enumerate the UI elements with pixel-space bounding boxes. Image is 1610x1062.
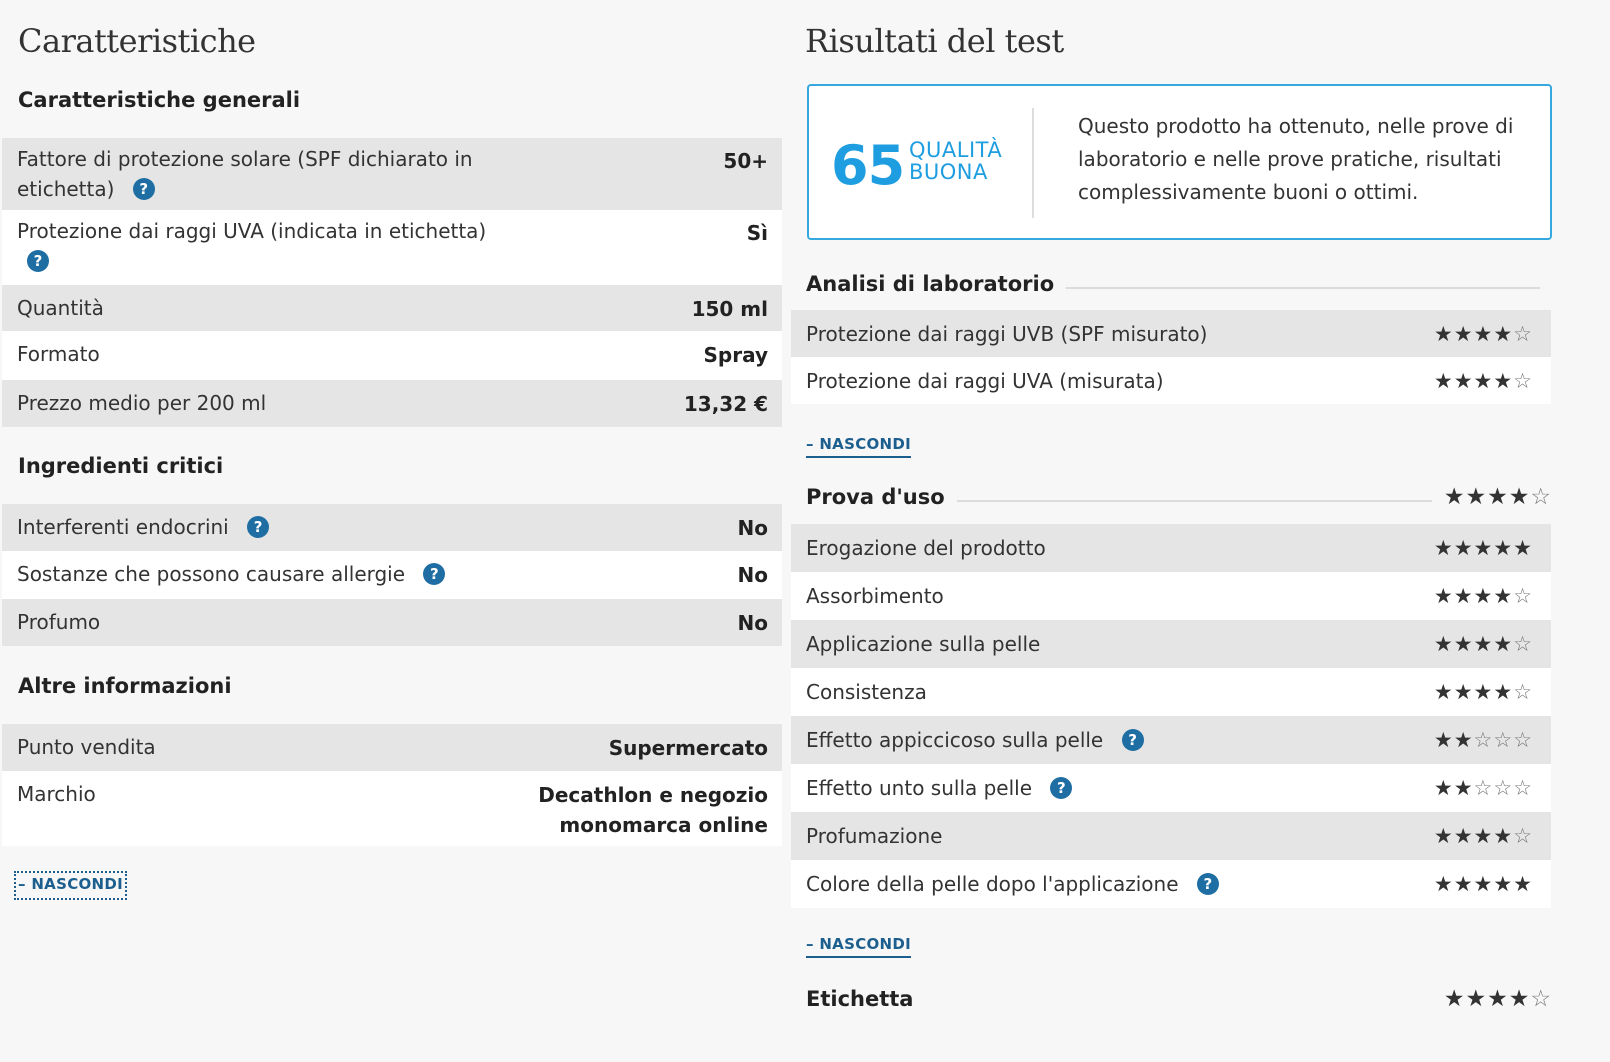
star-empty-icon: ☆ <box>1530 986 1552 1012</box>
row-label <box>17 504 269 550</box>
table-row <box>2 380 782 427</box>
star-empty-icon: ☆ <box>1513 632 1533 656</box>
star-filled-icon: ★ <box>1453 872 1474 896</box>
star-filled-icon: ★ <box>1433 776 1454 800</box>
star-empty-icon: ☆ <box>1530 484 1552 510</box>
table-row <box>791 310 1551 357</box>
star-filled-icon: ★ <box>1473 368 1494 393</box>
perfume-value: No <box>737 611 768 635</box>
uva-declared-label: Protezione dai raggi UVA (indicata in etichetta) <box>17 219 487 243</box>
brand-label: Marchio <box>17 782 96 806</box>
star-filled-icon: ★ <box>1433 536 1454 560</box>
use-test-title: Prova d'uso <box>806 485 945 509</box>
star-rating <box>1434 322 1533 346</box>
overall-result-box <box>807 84 1552 240</box>
star-empty-icon: ☆ <box>1513 584 1533 608</box>
hide-characteristics-link[interactable]: – NASCONDI <box>18 875 123 896</box>
table-row <box>2 138 782 210</box>
spf-declared-label: Fattore di protezione solare (SPF dichiarato in etichetta) <box>17 147 473 201</box>
other-section-title: Altre informazioni <box>18 674 232 698</box>
star-filled-icon: ★ <box>1473 872 1494 896</box>
label-section-rating <box>1444 986 1552 1012</box>
star-filled-icon: ★ <box>1453 536 1474 560</box>
star-empty-icon: ☆ <box>1513 824 1533 848</box>
use-test-table <box>791 524 1551 908</box>
star-filled-icon: ★ <box>1453 680 1474 704</box>
star-filled-icon: ★ <box>1433 321 1454 346</box>
star-filled-icon: ★ <box>1473 680 1494 704</box>
star-filled-icon: ★ <box>1513 536 1533 560</box>
general-table <box>2 138 782 427</box>
lab-analysis-title: Analisi di laboratorio <box>806 272 1055 296</box>
row-label <box>17 551 445 597</box>
help-icon[interactable]: ? <box>27 250 49 272</box>
star-filled-icon: ★ <box>1453 321 1474 346</box>
table-row <box>791 357 1551 404</box>
hide-lab-link[interactable]: – NASCONDI <box>806 435 911 458</box>
star-filled-icon: ★ <box>1493 680 1514 704</box>
store-label: Punto vendita <box>17 735 156 759</box>
table-row <box>2 599 782 646</box>
star-empty-icon: ☆ <box>1473 776 1494 800</box>
star-filled-icon: ★ <box>1465 484 1488 510</box>
star-rating <box>1434 824 1533 848</box>
star-filled-icon: ★ <box>1433 680 1454 704</box>
row-label <box>806 776 1072 800</box>
star-rating <box>1434 728 1533 752</box>
star-filled-icon: ★ <box>1487 986 1509 1012</box>
help-icon[interactable]: ? <box>423 563 445 585</box>
star-filled-icon: ★ <box>1513 872 1533 896</box>
star-empty-icon: ☆ <box>1513 321 1533 346</box>
row-label <box>17 138 487 212</box>
use-test-rating <box>1444 484 1552 510</box>
sticky-effect-label: Effetto appiccicoso sulla pelle <box>806 728 1104 752</box>
star-empty-icon: ☆ <box>1513 680 1533 704</box>
hide-use-test-link[interactable]: – NASCONDI <box>806 935 911 958</box>
star-filled-icon: ★ <box>1433 584 1454 608</box>
table-row <box>2 551 782 599</box>
brand-value: Decathlon e negozio monomarca online <box>538 783 768 837</box>
label-section-header <box>806 986 1552 1012</box>
allergens-value: No <box>737 563 768 587</box>
table-row <box>791 716 1551 764</box>
uvb-measured-label: Protezione dai raggi UVB (SPF misurato) <box>806 321 1208 346</box>
star-empty-icon: ☆ <box>1513 368 1533 393</box>
star-filled-icon: ★ <box>1443 986 1466 1012</box>
table-row <box>791 764 1551 812</box>
divider <box>1032 108 1034 218</box>
general-section-title: Caratteristiche generali <box>18 88 301 112</box>
star-filled-icon: ★ <box>1433 728 1454 752</box>
star-filled-icon: ★ <box>1453 584 1474 608</box>
consistency-label: Consistenza <box>806 680 927 704</box>
star-rating <box>1434 369 1533 393</box>
star-rating <box>1434 680 1533 704</box>
price-value: 13,32 € <box>683 392 768 416</box>
help-icon[interactable]: ? <box>133 178 155 200</box>
table-row <box>2 285 782 331</box>
star-filled-icon: ★ <box>1453 776 1474 800</box>
star-empty-icon: ☆ <box>1513 776 1533 800</box>
star-filled-icon: ★ <box>1473 536 1494 560</box>
uva-measured-label: Protezione dai raggi UVA (misurata) <box>806 368 1164 393</box>
lab-analysis-table <box>791 310 1551 404</box>
uva-declared-value: Sì <box>746 221 768 245</box>
star-filled-icon: ★ <box>1493 632 1514 656</box>
star-empty-icon: ☆ <box>1513 728 1533 752</box>
format-value: Spray <box>703 343 768 367</box>
store-value: Supermercato <box>608 736 768 760</box>
table-row <box>791 812 1551 860</box>
characteristics-title: Caratteristiche <box>18 22 256 60</box>
perfume-label: Profumo <box>17 610 101 634</box>
star-rating <box>1434 536 1533 560</box>
results-title: Risultati del test <box>805 22 1064 60</box>
skin-color-label: Colore della pelle dopo l'applicazione <box>806 872 1179 896</box>
quantity-value: 150 ml <box>691 297 768 321</box>
star-filled-icon: ★ <box>1508 484 1531 510</box>
star-filled-icon: ★ <box>1433 872 1454 896</box>
allergens-label: Sostanze che possono causare allergie <box>17 562 406 586</box>
star-filled-icon: ★ <box>1487 484 1509 510</box>
lab-analysis-header <box>806 272 1552 296</box>
spf-declared-value: 50+ <box>723 149 768 173</box>
star-empty-icon: ☆ <box>1473 728 1494 752</box>
label-section-title: Etichetta <box>806 987 914 1011</box>
quality-line-1: QUALITÀ <box>909 138 1003 162</box>
absorption-label: Assorbimento <box>806 584 944 608</box>
star-rating <box>1434 632 1533 656</box>
star-filled-icon: ★ <box>1453 632 1474 656</box>
quantity-label: Quantità <box>17 296 104 320</box>
star-empty-icon: ☆ <box>1493 728 1514 752</box>
star-filled-icon: ★ <box>1473 321 1494 346</box>
star-filled-icon: ★ <box>1493 368 1514 393</box>
star-filled-icon: ★ <box>1433 368 1454 393</box>
dispensing-label: Erogazione del prodotto <box>806 536 1046 560</box>
use-test-header <box>806 484 1552 510</box>
format-label: Formato <box>17 342 100 366</box>
price-label: Prezzo medio per 200 ml <box>17 391 267 415</box>
table-row <box>791 668 1551 716</box>
spacer <box>925 1002 1431 1004</box>
other-table <box>2 724 782 846</box>
star-rating <box>1434 776 1533 800</box>
ingredients-table <box>2 504 782 646</box>
application-label: Applicazione sulla pelle <box>806 632 1041 656</box>
star-empty-icon: ☆ <box>1493 776 1514 800</box>
star-filled-icon: ★ <box>1453 728 1474 752</box>
help-icon[interactable]: ? <box>1050 777 1072 799</box>
star-filled-icon: ★ <box>1443 484 1466 510</box>
table-row <box>791 860 1551 908</box>
star-filled-icon: ★ <box>1493 872 1514 896</box>
star-filled-icon: ★ <box>1493 824 1514 848</box>
star-filled-icon: ★ <box>1465 986 1488 1012</box>
star-filled-icon: ★ <box>1493 584 1514 608</box>
table-row <box>2 210 782 285</box>
result-summary: Questo prodotto ha ottenuto, nelle prove di laboratorio e nelle prove pratiche, risultati complessivamente buoni o ottimi. <box>1078 114 1514 204</box>
row-label <box>806 728 1144 752</box>
table-row <box>791 524 1551 572</box>
divider <box>957 500 1432 502</box>
help-icon[interactable]: ? <box>1197 873 1219 895</box>
quality-rating <box>909 139 1002 183</box>
table-row <box>2 504 782 551</box>
divider <box>1066 287 1540 289</box>
overall-score: 65 <box>831 134 905 197</box>
star-filled-icon: ★ <box>1433 632 1454 656</box>
table-row <box>791 572 1551 620</box>
ingredients-section-title: Ingredienti critici <box>18 454 224 478</box>
star-filled-icon: ★ <box>1433 824 1454 848</box>
star-filled-icon: ★ <box>1473 824 1494 848</box>
help-icon[interactable]: ? <box>1122 729 1144 751</box>
star-filled-icon: ★ <box>1493 536 1514 560</box>
table-row <box>2 331 782 380</box>
star-filled-icon: ★ <box>1508 986 1531 1012</box>
star-rating <box>1434 584 1533 608</box>
star-filled-icon: ★ <box>1473 584 1494 608</box>
table-row <box>2 771 782 846</box>
row-label <box>17 210 487 284</box>
table-row <box>791 620 1551 668</box>
quality-line-2: BUONA <box>909 160 988 184</box>
star-filled-icon: ★ <box>1453 368 1474 393</box>
greasy-effect-label: Effetto unto sulla pelle <box>806 776 1033 800</box>
star-filled-icon: ★ <box>1493 321 1514 346</box>
star-filled-icon: ★ <box>1453 824 1474 848</box>
table-row <box>2 724 782 771</box>
endocrine-value: No <box>737 516 768 540</box>
star-filled-icon: ★ <box>1473 632 1494 656</box>
fragrance-label: Profumazione <box>806 824 943 848</box>
row-label <box>806 872 1219 896</box>
star-rating <box>1434 872 1533 896</box>
help-icon[interactable]: ? <box>247 516 269 538</box>
endocrine-label: Interferenti endocrini <box>17 515 229 539</box>
